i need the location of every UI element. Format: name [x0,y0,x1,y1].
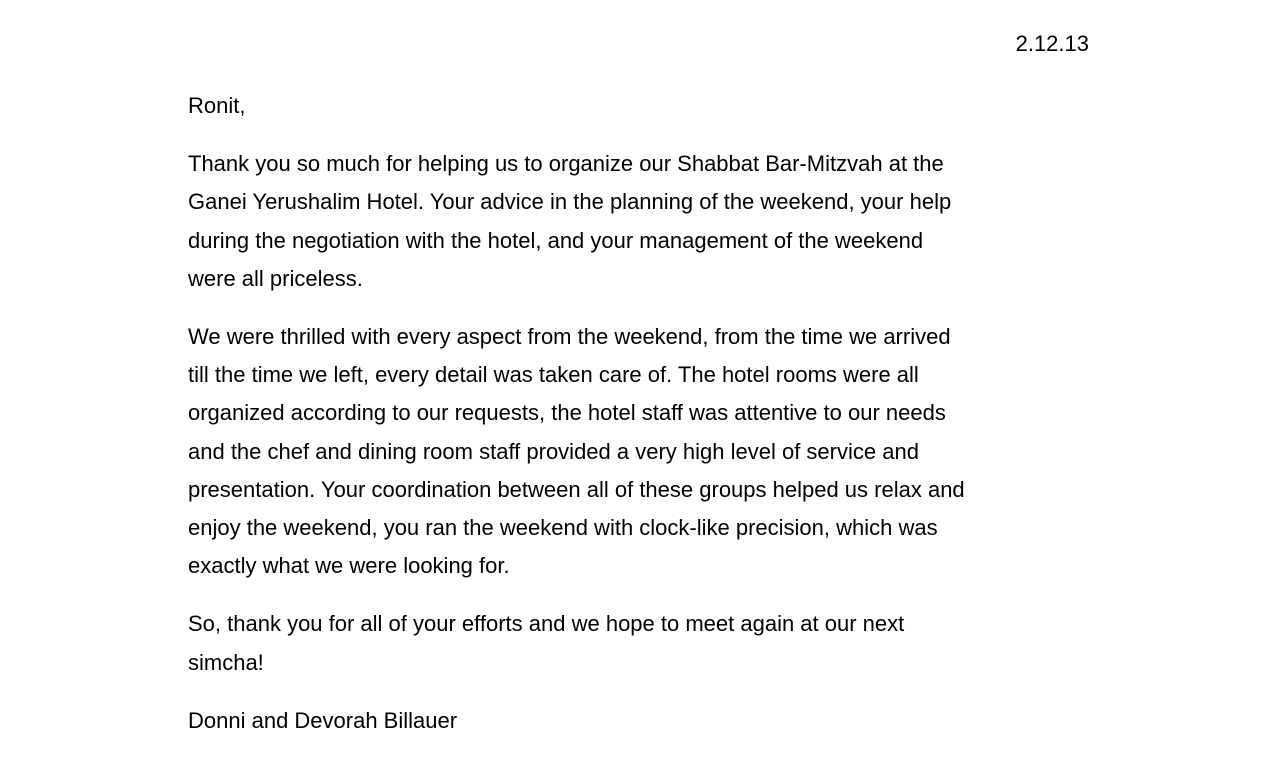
paragraph-line: till the time we left, every detail was taken care of. The hotel rooms were all [188,362,919,388]
paragraph-line: exactly what we were looking for. [188,553,510,579]
letter-body [188,87,1088,740]
letter-date: 2.12.13 [1015,31,1089,56]
paragraph-line: and the chef and dining room staff provided a very high level of service and [188,438,919,464]
letter-signature: Donni and Devorah Billauer [188,707,458,733]
paragraph-line: simcha! [188,649,264,675]
paragraph-line: enjoy the weekend, you ran the weekend with clock-like precision, which was [188,515,938,541]
paragraph-thanks [188,145,1088,298]
paragraph-line: presentation. Your coordination between all of these groups helped us relax and [188,476,965,502]
paragraph-line: organized according to our requests, the hotel staff was attentive to our needs [188,400,946,426]
paragraph-line: So, thank you for all of your efforts and we hope to meet again at our next [188,611,905,637]
paragraph-closing [188,605,1088,681]
letter-greeting: Ronit, [188,93,246,118]
paragraph-line: during the negotiation with the hotel, and your management of the weekend [188,227,924,253]
paragraph-line: Thank you so much for helping us to organize our Shabbat Bar-Mitzvah at the [188,151,944,177]
paragraph-line: We were thrilled with every aspect from the weekend, from the time we arrived [188,324,951,350]
paragraph-line: were all priceless. [188,265,363,291]
paragraph-weekend [188,318,1088,585]
paragraph-line: Ganei Yerushalim Hotel. Your advice in the planning of the weekend, your help [188,189,952,215]
